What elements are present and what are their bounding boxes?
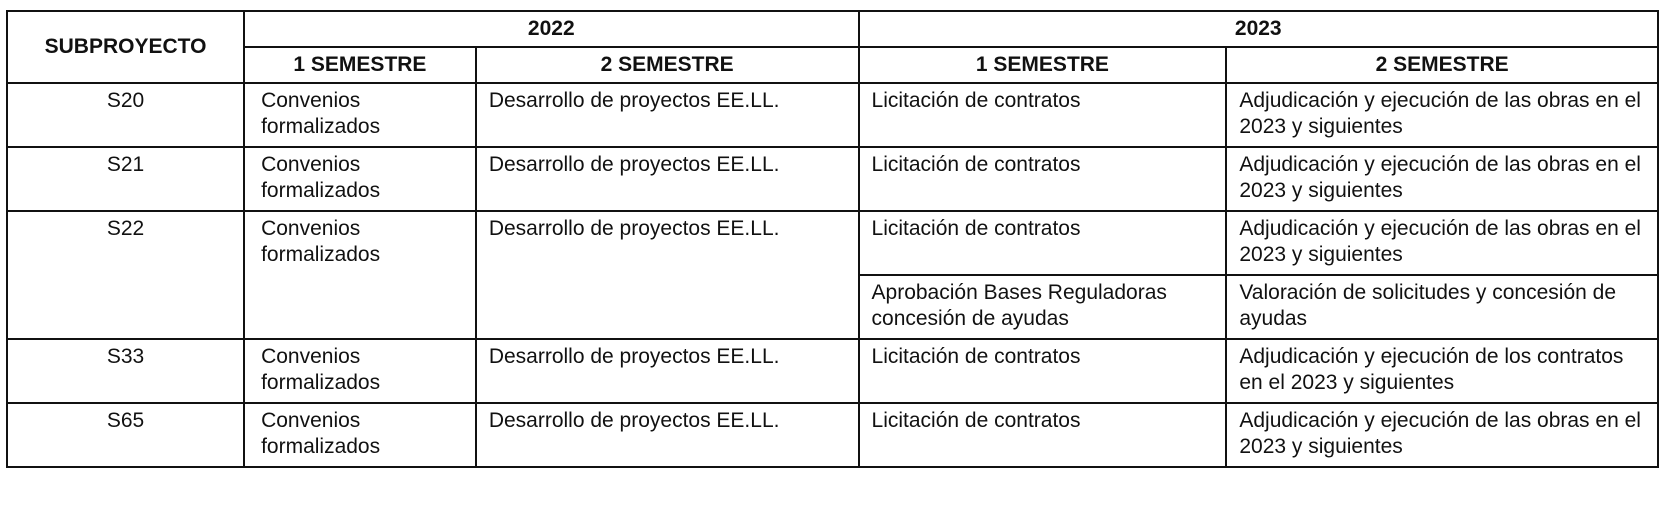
- cell-2023-semester-2: Adjudicación y ejecución de los contratos en el 2023 y siguientes: [1226, 339, 1658, 403]
- header-row-semesters: [7, 47, 1658, 83]
- cell-2022-semester-1: Convenios formalizados: [244, 339, 476, 403]
- cell-2023-semester-1: Licitación de contratos: [859, 83, 1227, 147]
- cell-2022-semester-2: Desarrollo de proyectos EE.LL.: [476, 211, 859, 339]
- cell-2023-semester-2: Adjudicación y ejecución de las obras en el 2023 y siguientes: [1226, 403, 1658, 467]
- cell-2023-semester-1-aid: Aprobación Bases Reguladoras concesión de ayudas: [859, 275, 1227, 339]
- cell-2023-semester-2: Adjudicación y ejecución de las obras en el 2023 y siguientes: [1226, 211, 1658, 275]
- subproject-code: S21: [7, 147, 244, 211]
- cell-2023-semester-2-aid: Valoración de solicitudes y concesión de ayudas: [1226, 275, 1658, 339]
- table-row: [7, 83, 1658, 147]
- subproject-code: S33: [7, 339, 244, 403]
- header-year-2022: 2022: [244, 11, 858, 47]
- table-row: [7, 211, 1658, 275]
- header-row-years: [7, 11, 1658, 47]
- header-2023-semester-2: 2 SEMESTRE: [1226, 47, 1658, 83]
- cell-2022-semester-2: Desarrollo de proyectos EE.LL.: [476, 147, 859, 211]
- cell-2022-semester-1: Convenios formalizados: [244, 403, 476, 467]
- cell-2022-semester-2: Desarrollo de proyectos EE.LL.: [476, 339, 859, 403]
- cell-2023-semester-1: Licitación de contratos: [859, 211, 1227, 275]
- cell-2022-semester-2: Desarrollo de proyectos EE.LL.: [476, 83, 859, 147]
- table-row: [7, 339, 1658, 403]
- subproject-code: S22: [7, 211, 244, 339]
- cell-2023-semester-1: Licitación de contratos: [859, 339, 1227, 403]
- header-2022-semester-1: 1 SEMESTRE: [244, 47, 476, 83]
- schedule-table: [6, 10, 1659, 468]
- cell-2022-semester-2: Desarrollo de proyectos EE.LL.: [476, 403, 859, 467]
- cell-2022-semester-1: Convenios formalizados: [244, 211, 476, 339]
- cell-2023-semester-1: Licitación de contratos: [859, 147, 1227, 211]
- subproject-code: S65: [7, 403, 244, 467]
- cell-2022-semester-1: Convenios formalizados: [244, 83, 476, 147]
- subproject-code: S20: [7, 83, 244, 147]
- header-2023-semester-1: 1 SEMESTRE: [859, 47, 1227, 83]
- header-year-2023: 2023: [859, 11, 1658, 47]
- header-2022-semester-2: 2 SEMESTRE: [476, 47, 859, 83]
- table-row: [7, 147, 1658, 211]
- cell-2023-semester-1: Licitación de contratos: [859, 403, 1227, 467]
- table-row: [7, 403, 1658, 467]
- cell-2022-semester-1: Convenios formalizados: [244, 147, 476, 211]
- cell-2023-semester-2: Adjudicación y ejecución de las obras en el 2023 y siguientes: [1226, 83, 1658, 147]
- header-subproject: SUBPROYECTO: [7, 11, 244, 83]
- cell-2023-semester-2: Adjudicación y ejecución de las obras en el 2023 y siguientes: [1226, 147, 1658, 211]
